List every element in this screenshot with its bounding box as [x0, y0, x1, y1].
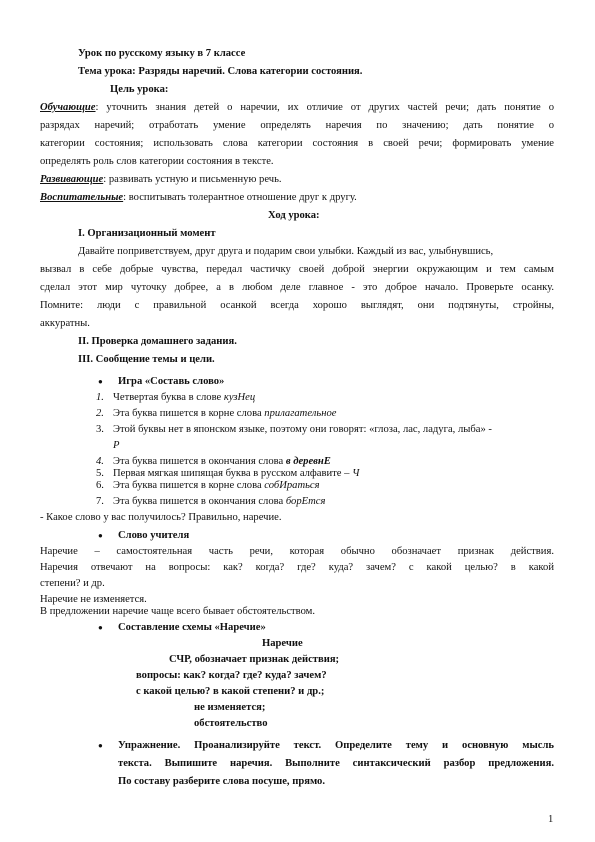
bullet-icon: ●: [98, 623, 103, 632]
game-item: Этой буквы нет в японском языке, поэтому они говорят: «глоза, лас, ладуга, лыба» -: [113, 424, 492, 435]
game-title: Игра «Составь слово»: [118, 376, 225, 387]
lesson-title: Урок по русскому языку в 7 классе: [78, 48, 246, 59]
goal-upb: Воспитательные: воспитывать толерантное отношение друг к другу.: [40, 192, 357, 203]
scheme-line-6: обстоятельство: [194, 718, 268, 729]
game-item: Эта буква пишется в корне слова прилагательное: [113, 408, 337, 419]
scheme-line-5: не изменяется;: [194, 702, 266, 713]
exercise-line-3: По составу разберите слова посуше, прямо.: [118, 776, 325, 787]
game-item: Первая мягкая шипящая буква в русском алфавите – Ч: [113, 468, 360, 479]
game-item-number: 5.: [96, 468, 104, 479]
teacher-title: Слово учителя: [118, 530, 190, 541]
goal-edu-line-4: определять роль слов категории состояния в тексте.: [40, 156, 274, 167]
goal-dev: Развивающие: развивать устную и письменную речь.: [40, 174, 282, 185]
section-2-title: II. Проверка домашнего задания.: [78, 336, 237, 347]
exercise-line-1: Упражнение. Проанализируйте текст. Определите тему и основную мысль: [118, 740, 554, 751]
section-1-line-5: аккуратны.: [40, 318, 90, 329]
section-1-line-2: вызвал в себе добрые чувства, передал частичку своей доброй энергии окружающим и тем самым: [40, 264, 554, 275]
after-game-text: - Какое слово у вас получилось? Правильно, наречие.: [40, 512, 282, 523]
exercise-line-2: текста. Выпишите наречия. Выполните синтаксический разбор предложения.: [118, 758, 554, 769]
game-item-word: кузНец: [223, 392, 256, 403]
page-number: 1: [548, 814, 554, 825]
goal-edu-line-3: категории состояния; использовать слова категории состояния в своей речи; формировать умение: [40, 138, 554, 149]
game-item-number: 4.: [96, 456, 104, 467]
game-item-word: Ч: [352, 468, 360, 479]
game-item-number: 7.: [96, 496, 104, 507]
teacher-line-4: Наречие не изменяется.: [40, 594, 147, 605]
game-item-number: 6.: [96, 480, 104, 491]
lesson-topic: Тема урока: Разряды наречий. Слова категории состояния.: [78, 66, 363, 77]
game-item-word: в деревнЕ: [285, 456, 331, 467]
scheme-title: Составление схемы «Наречие»: [118, 622, 266, 633]
game-item-word: собИраться: [264, 480, 320, 491]
section-3-title: III. Сообщение темы и цели.: [78, 354, 215, 365]
game-item-number: 2.: [96, 408, 104, 419]
scheme-line-2: СЧР, обозначает признак действия;: [169, 654, 340, 665]
game-item-continuation: Р: [113, 440, 120, 451]
game-item: Четвертая буква в слове кузНец: [113, 392, 256, 403]
goal-heading: Цель урока:: [110, 84, 169, 95]
teacher-line-3: степени? и др.: [40, 578, 105, 589]
section-1-title: I. Организационный момент: [78, 228, 216, 239]
game-item-word: прилагательное: [264, 408, 337, 419]
game-item: Эта буква пишется в окончания слова борЕтся: [113, 496, 326, 507]
section-1-line-1: Давайте поприветствуем, друг друга и подарим свои улыбки. Каждый из вас, улыбнувшись,: [78, 246, 494, 257]
teacher-line-2: Наречия отвечают на вопросы: как? когда? где? куда? зачем? с какой целью? в какой: [40, 562, 554, 573]
game-item: Эта буква пишется в корне слова собИраться: [113, 480, 320, 491]
scheme-line-3: вопросы: как? когда? где? куда? зачем?: [136, 670, 327, 681]
teacher-line-5: В предложении наречие чаще всего бывает обстоятельством.: [40, 606, 316, 617]
goal-dev-label: Развивающие: [40, 174, 104, 185]
bullet-icon: ●: [98, 741, 103, 750]
section-1-line-3: сделал этот мир чуточку добрее, а в любом деле главное - это доброе начало. Проверьте осанку.: [40, 282, 554, 293]
game-item-word: борЕтся: [285, 496, 326, 507]
scheme-line-1: Наречие: [262, 638, 303, 649]
game-item: Эта буква пишется в окончания слова в деревнЕ: [113, 456, 331, 467]
bullet-icon: ●: [98, 377, 103, 386]
goal-edu-line-1: Обучающие: уточнить знания детей о наречии, их отличие от других частей речи; дать понятие о: [40, 102, 554, 113]
teacher-line-1: Наречие – самостоятельная часть речи, которая обычно обозначает признак действия.: [40, 546, 554, 557]
goal-edu-label: Обучающие: [40, 102, 96, 113]
goal-edu-line-2: разрядах наречий; отработать умение определять наречия по значению; дать понятие о: [40, 120, 554, 131]
game-item-number: 3.: [96, 424, 104, 435]
bullet-icon: ●: [98, 531, 103, 540]
goal-upb-label: Воспитательные: [40, 192, 124, 203]
scheme-line-4: с какой целью? в какой степени? и др.;: [136, 686, 325, 697]
section-1-line-4: Помните: люди с правильной осанкой всегда хорошо выглядят, они подтянуты, стройны,: [40, 300, 554, 311]
lesson-progress-heading: Ход урока:: [268, 210, 320, 221]
game-item-number: 1.: [96, 392, 104, 403]
